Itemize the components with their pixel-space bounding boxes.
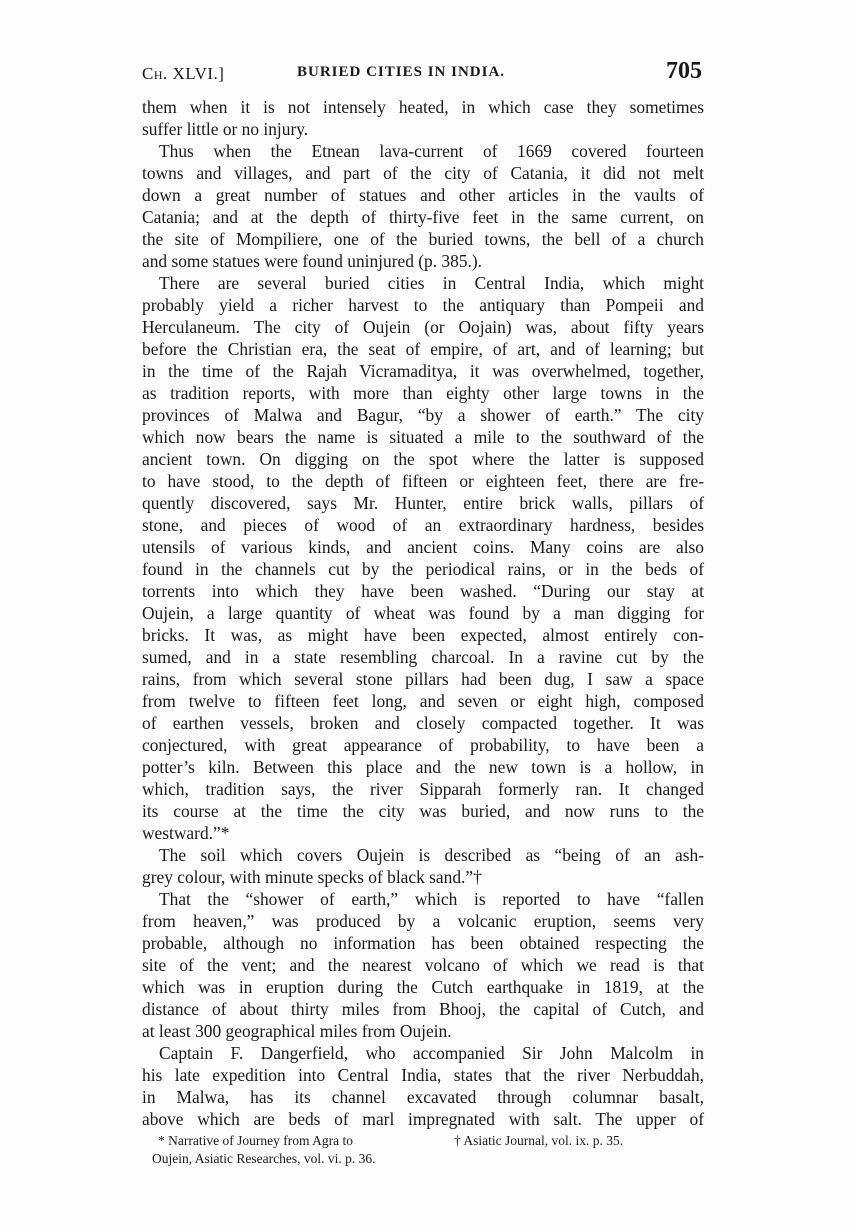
text-line: potter’s kiln. Between this place and the new town is a hollow, in bbox=[142, 757, 704, 777]
text-line: torrents into which they have been washed. “During our stay at bbox=[142, 581, 704, 601]
footnote-line: † Asiatic Journal, vol. ix. p. 35. bbox=[454, 1133, 624, 1148]
text-line: his late expedition into Central India, states that the river Nerbuddah, bbox=[142, 1065, 704, 1085]
text-line: at least 300 geographical miles from Oujein. bbox=[142, 1021, 452, 1041]
text-line: of earthen vessels, broken and closely compacted together. It was bbox=[142, 713, 704, 733]
text-line: and some statues were found uninjured (p. 385.). bbox=[142, 251, 483, 271]
text-line: in the time of the Rajah Vicramaditya, it was overwhelmed, together, bbox=[142, 361, 704, 381]
text-line: from heaven,” was produced by a volcanic eruption, seems very bbox=[142, 911, 704, 931]
running-title: BURIED CITIES IN INDIA. bbox=[297, 64, 506, 80]
text-line: provinces of Malwa and Bagur, “by a shower of earth.” The city bbox=[142, 405, 704, 425]
text-line: Catania; and at the depth of thirty-five feet in the same current, on bbox=[142, 207, 704, 227]
text-line: The soil which covers Oujein is described as “being of an ash- bbox=[159, 845, 704, 865]
text-line: site of the vent; and the nearest volcano of which we read is that bbox=[142, 955, 704, 975]
text-line: its course at the time the city was buried, and now runs to the bbox=[142, 801, 704, 821]
text-line: which was in eruption during the Cutch earthquake in 1819, at the bbox=[142, 977, 704, 997]
text-line: down a great number of statues and other articles in the vaults of bbox=[142, 185, 704, 205]
text-line: as tradition reports, with more than eighty other large towns in the bbox=[142, 383, 704, 403]
text-line: above which are beds of marl impregnated with salt. The upper of bbox=[142, 1109, 704, 1129]
text-line: westward.”* bbox=[142, 823, 230, 843]
body-text bbox=[142, 96, 704, 1130]
text-line: grey colour, with minute specks of black sand.”† bbox=[142, 867, 482, 887]
text-line: There are several buried cities in Central India, which might bbox=[159, 273, 704, 293]
footnote-narrative bbox=[152, 1132, 458, 1168]
text-line: found in the channels cut by the periodical rains, or in the beds of bbox=[142, 559, 704, 579]
footnote-line: * Narrative of Journey from Agra to bbox=[158, 1133, 353, 1148]
text-line: from twelve to fifteen feet long, and seven or eight high, composed bbox=[142, 691, 704, 711]
text-line: Thus when the Etnean lava-current of 1669 covered fourteen bbox=[159, 141, 704, 161]
text-line: the site of Mompiliere, one of the buried towns, the bell of a church bbox=[142, 229, 704, 249]
text-line: towns and villages, and part of the city of Catania, it did not melt bbox=[142, 163, 704, 183]
text-line: Oujein, a large quantity of wheat was found by a man digging for bbox=[142, 603, 704, 623]
chapter-label: Ch. XLVI.] bbox=[142, 64, 225, 83]
text-line: quently discovered, says Mr. Hunter, entire brick walls, pillars of bbox=[142, 493, 704, 513]
text-line: Herculaneum. The city of Oujein (or Oojain) was, about fifty years bbox=[142, 317, 704, 337]
text-line: stone, and pieces of wood of an extraordinary hardness, besides bbox=[142, 515, 704, 535]
text-line: utensils of various kinds, and ancient coins. Many coins are also bbox=[142, 537, 704, 557]
text-line: ancient town. On digging on the spot where the latter is supposed bbox=[142, 449, 704, 469]
footnote-asiatic-journal bbox=[454, 1132, 714, 1150]
text-line: in Malwa, has its channel excavated through columnar basalt, bbox=[142, 1087, 704, 1107]
text-line: them when it is not intensely heated, in which case they sometimes bbox=[142, 97, 704, 117]
text-line: which now bears the name is situated a mile to the southward of the bbox=[142, 427, 704, 447]
text-line: bricks. It was, as might have been expected, almost entirely con- bbox=[142, 625, 704, 645]
text-line: rains, from which several stone pillars had been dug, I saw a space bbox=[142, 669, 704, 689]
text-line: suffer little or no injury. bbox=[142, 119, 309, 139]
text-line: distance of about thirty miles from Bhooj, the capital of Cutch, and bbox=[142, 999, 704, 1019]
footnote-line: Oujein, Asiatic Researches, vol. vi. p. 36. bbox=[152, 1151, 376, 1166]
text-line: probable, although no information has been obtained respecting the bbox=[142, 933, 704, 953]
text-line: which, tradition says, the river Sipparah formerly ran. It changed bbox=[142, 779, 704, 799]
page-number: 705 bbox=[666, 58, 702, 84]
text-line: That the “shower of earth,” which is reported to have “fallen bbox=[159, 889, 704, 909]
text-line: before the Christian era, the seat of empire, of art, and of learning; but bbox=[142, 339, 704, 359]
text-line: conjectured, with great appearance of probability, to have been a bbox=[142, 735, 704, 755]
text-line: to have stood, to the depth of fifteen or eighteen feet, there are fre- bbox=[142, 471, 704, 491]
running-header bbox=[142, 58, 702, 88]
text-line: Captain F. Dangerfield, who accompanied Sir John Malcolm in bbox=[159, 1043, 704, 1063]
text-line: sumed, and in a state resembling charcoal. In a ravine cut by the bbox=[142, 647, 704, 667]
text-line: probably yield a richer harvest to the antiquary than Pompeii and bbox=[142, 295, 704, 315]
